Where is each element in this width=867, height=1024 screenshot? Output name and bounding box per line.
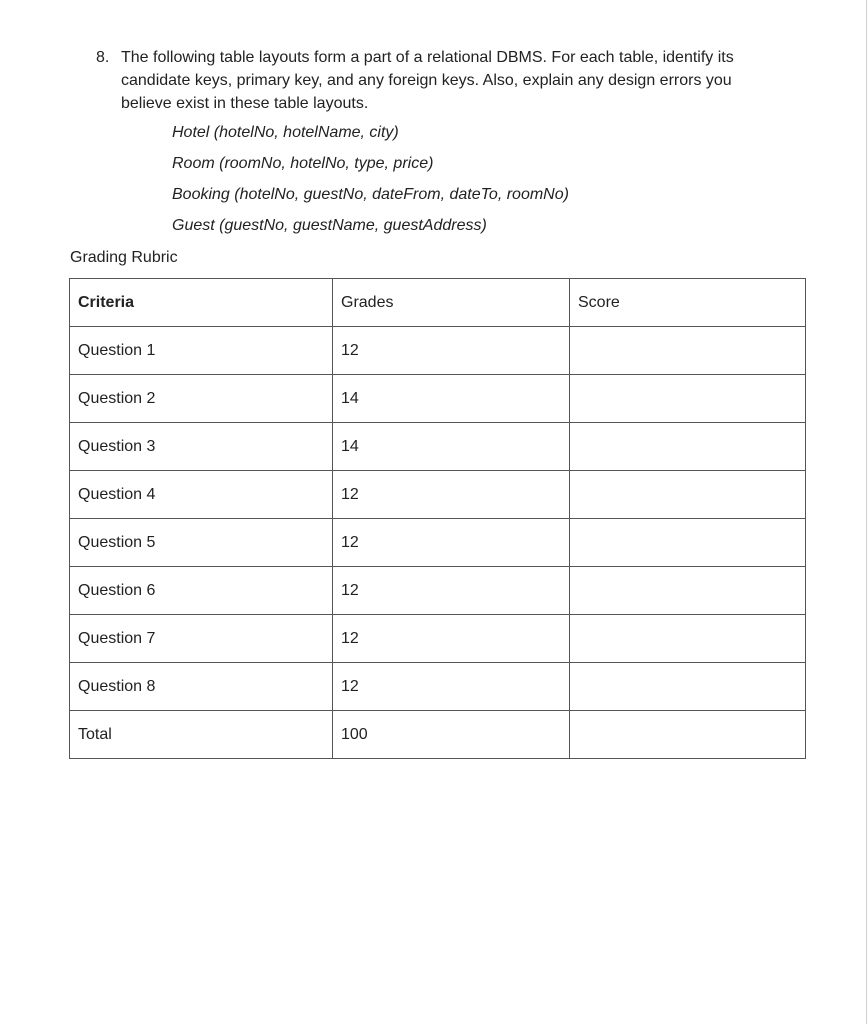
- grade-cell: 12: [333, 471, 570, 519]
- grade-cell: 12: [333, 327, 570, 375]
- score-cell[interactable]: [570, 615, 806, 663]
- grade-cell: 14: [333, 423, 570, 471]
- grading-rubric-table: [69, 278, 806, 759]
- grade-cell: 12: [333, 567, 570, 615]
- criteria-cell: Question 8: [70, 663, 333, 711]
- table-row: [70, 375, 806, 423]
- table-row: [70, 663, 806, 711]
- score-cell[interactable]: [570, 423, 806, 471]
- layout-hotel: Hotel (hotelNo, hotelName, city): [172, 124, 399, 141]
- criteria-cell: Total: [70, 711, 333, 759]
- table-row: [70, 519, 806, 567]
- score-cell[interactable]: [570, 519, 806, 567]
- question-number: 8.: [96, 49, 110, 66]
- criteria-cell: Question 7: [70, 615, 333, 663]
- criteria-cell: Question 2: [70, 375, 333, 423]
- table-row: [70, 423, 806, 471]
- header-grades: Grades: [333, 279, 570, 327]
- grade-cell: 14: [333, 375, 570, 423]
- criteria-cell: Question 5: [70, 519, 333, 567]
- table-row: [70, 471, 806, 519]
- table-header-row: [70, 279, 806, 327]
- total-row: [70, 711, 806, 759]
- table-layouts: [172, 121, 569, 245]
- grade-cell: 12: [333, 615, 570, 663]
- criteria-cell: Question 6: [70, 567, 333, 615]
- layout-room: Room (roomNo, hotelNo, type, price): [172, 155, 434, 172]
- rubric-title: Grading Rubric: [70, 249, 178, 266]
- header-criteria: Criteria: [70, 279, 333, 327]
- table-row: [70, 327, 806, 375]
- score-cell[interactable]: [570, 375, 806, 423]
- grade-cell: 100: [333, 711, 570, 759]
- score-cell[interactable]: [570, 711, 806, 759]
- criteria-cell: Question 4: [70, 471, 333, 519]
- table-row: [70, 615, 806, 663]
- grade-cell: 12: [333, 663, 570, 711]
- criteria-cell: Question 3: [70, 423, 333, 471]
- score-cell[interactable]: [570, 663, 806, 711]
- grade-cell: 12: [333, 519, 570, 567]
- score-cell[interactable]: [570, 327, 806, 375]
- layout-booking: Booking (hotelNo, guestNo, dateFrom, dateTo, roomNo): [172, 186, 569, 203]
- criteria-cell: Question 1: [70, 327, 333, 375]
- score-cell[interactable]: [570, 471, 806, 519]
- question-text: The following table layouts form a part of a relational DBMS. For each table, identify its candidate keys, primary key, and any foreign keys. Also, explain any design errors you believe exist in these table layouts.: [121, 49, 734, 112]
- score-cell[interactable]: [570, 567, 806, 615]
- question-block: [96, 46, 786, 115]
- header-score: Score: [570, 279, 806, 327]
- table-row: [70, 567, 806, 615]
- layout-guest: Guest (guestNo, guestName, guestAddress): [172, 217, 487, 234]
